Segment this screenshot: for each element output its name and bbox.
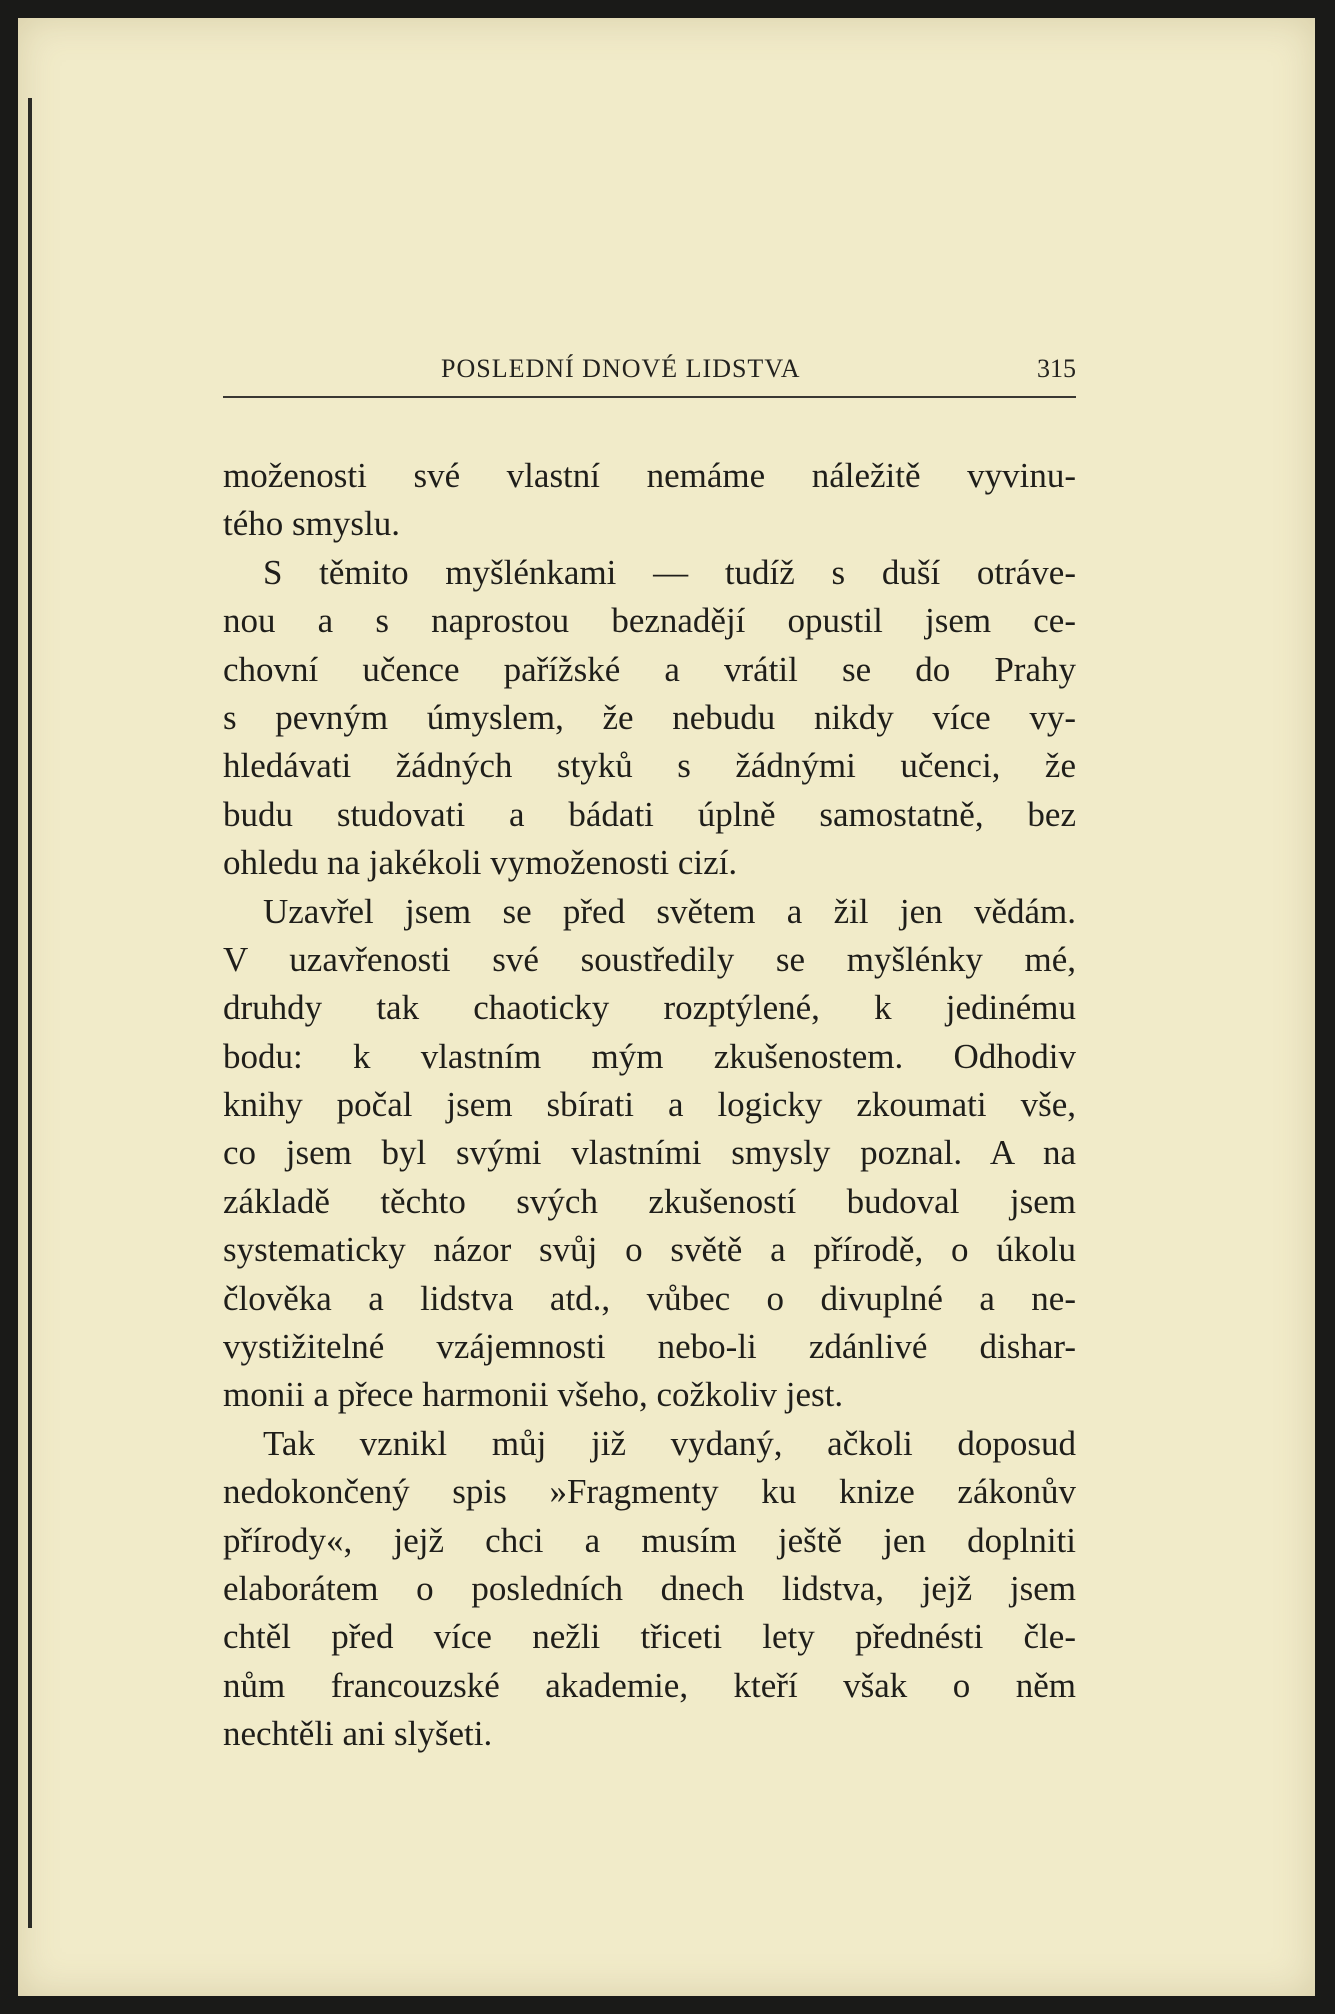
text-line: nům francouzské akademie, kteří však o něm [223,1665,1076,1705]
running-title: POSLEDNÍ DNOVÉ LIDSTVA [441,354,801,383]
book-page [18,18,1315,1996]
text-line: přírody«, jejž chci a musím ještě jen doplniti [223,1520,1076,1560]
text-line: vystižitelné vzájemnosti nebo-li zdánlivé dishar- [223,1327,1076,1367]
text-line: S těmito myšlénkami — tudíž s duší otráve- [263,552,1076,592]
text-line: s pevným úmyslem, že nebudu nikdy více vy- [223,697,1076,737]
running-head [223,354,1076,394]
text-line: co jsem byl svými vlastními smysly poznal. A na [223,1133,1076,1173]
page-gutter-edge [28,98,32,1928]
text-line: bodu: k vlastním mým zkušenostem. Odhodiv [223,1036,1076,1076]
text-line: hledávati žádných styků s žádnými učenci, že [223,746,1076,786]
text-line: moženosti své vlastní nemáme náležitě vyvinu- [223,456,1076,495]
text-line: nedokončený spis »Fragmenty ku knize zákonův [223,1472,1076,1512]
text-line: V uzavřenosti své soustředily se myšlénky mé, [223,939,1076,979]
text-line: nechtěli ani slyšeti. [223,1714,493,1754]
text-line: chtěl před více nežli třiceti lety přednésti čle- [223,1617,1076,1657]
text-line: elaborátem o posledních dnech lidstva, jejž jsem [223,1568,1076,1608]
text-line: člověka a lidstva atd., vůbec o divuplné a ne- [223,1278,1076,1318]
text-line: chovní učence pařížské a vrátil se do Prahy [223,649,1076,689]
text-line: druhdy tak chaoticky rozptýlené, k jedinému [223,988,1076,1028]
text-line: Tak vznikl můj již vydaný, ačkoli doposud [263,1423,1076,1463]
text-line: nou a s naprostou beznadějí opustil jsem ce- [223,601,1076,641]
header-rule [223,396,1076,398]
text-line: monii a přece harmonii všeho, cožkoliv jest. [223,1375,844,1415]
text-line: systematicky názor svůj o světě a přírodě, o úkolu [223,1230,1076,1270]
text-line: ohledu na jakékoli vymoženosti cizí. [223,843,738,883]
text-line: základě těchto svých zkušeností budoval jsem [223,1181,1076,1221]
page-number: 315 [1037,354,1076,383]
text-line: knihy počal jsem sbírati a logicky zkoumati vše, [223,1085,1076,1125]
text-line: Uzavřel jsem se před světem a žil jen vědám. [263,891,1076,931]
text-line: budu studovati a bádati úplně samostatně, bez [223,794,1076,834]
body-text [223,452,1076,1759]
text-line: tého smyslu. [223,504,400,544]
